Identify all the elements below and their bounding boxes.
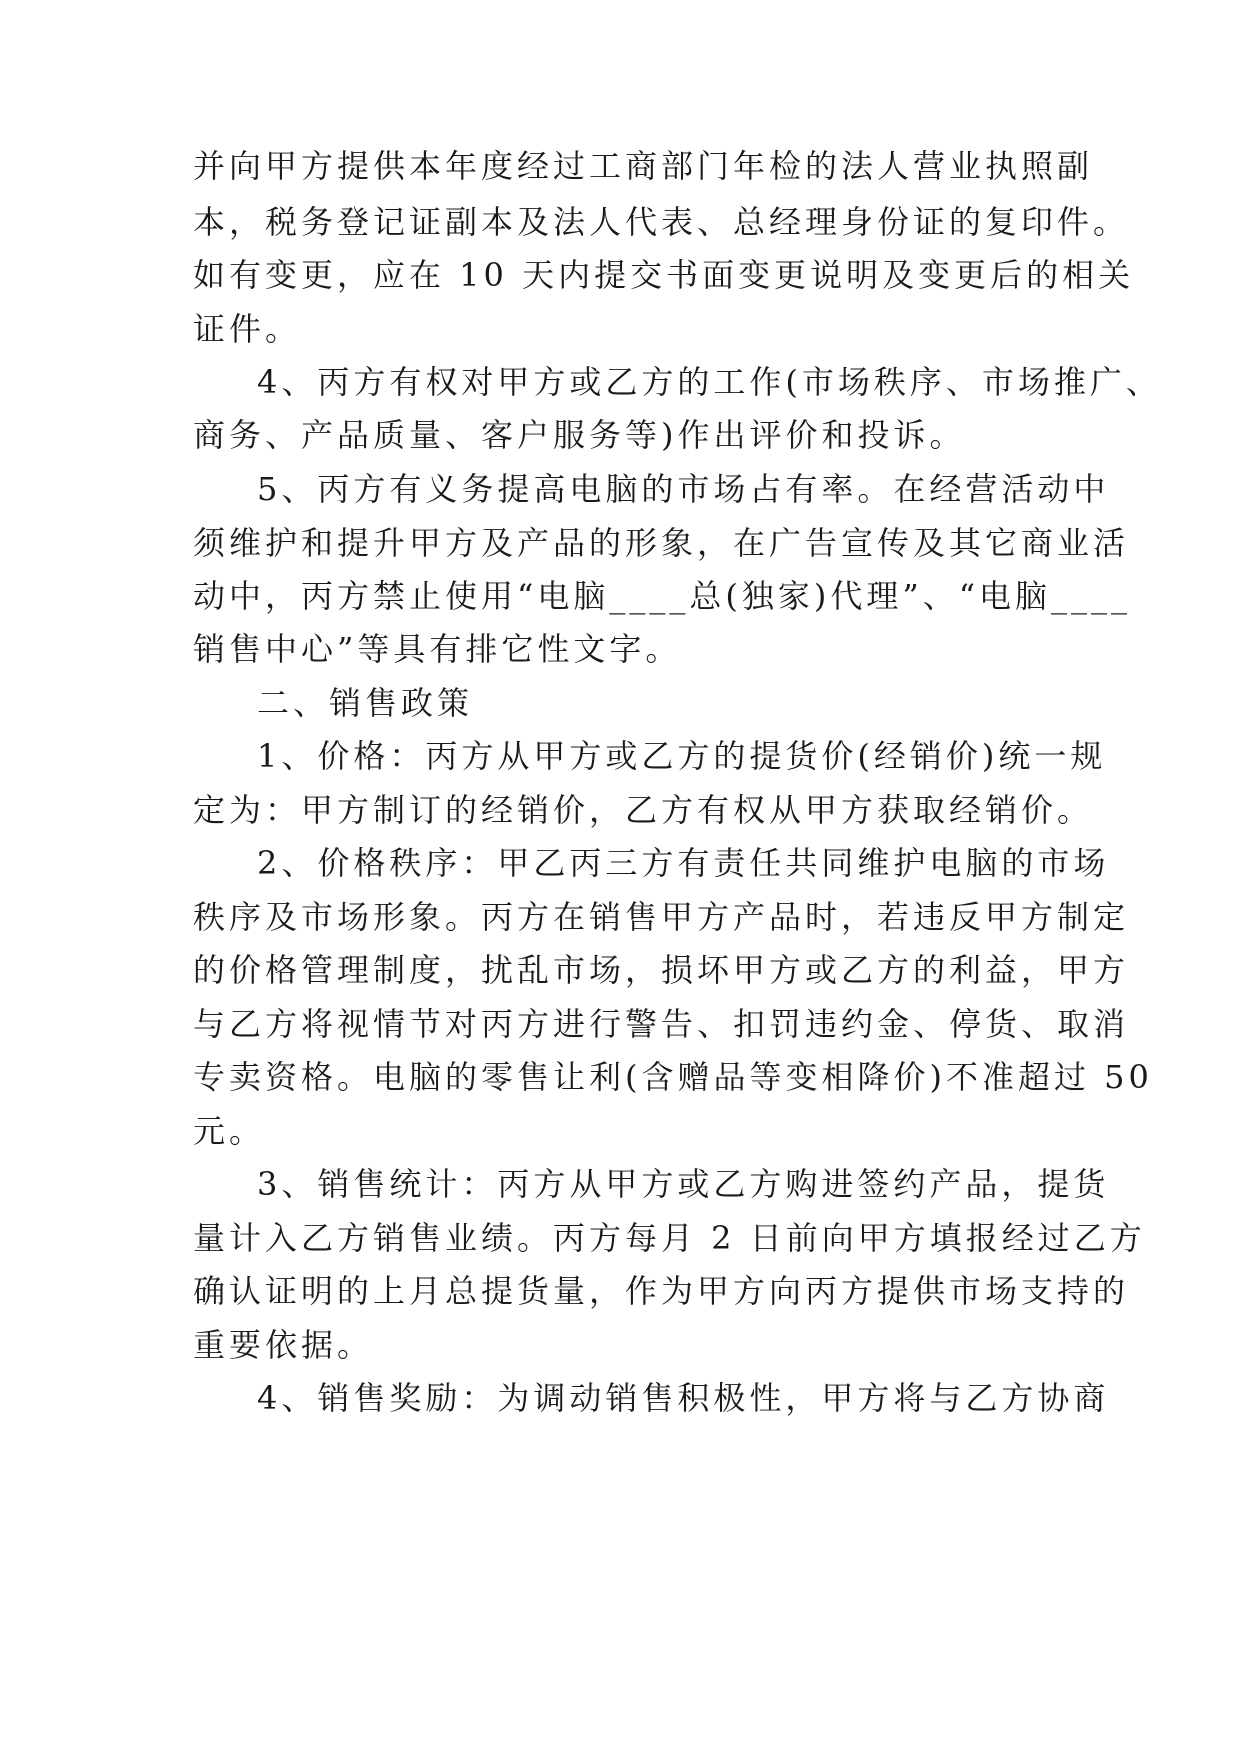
text-line: 确认证明的上月总提货量，作为甲方向丙方提供市场支持的 xyxy=(193,1272,1130,1310)
text-line: 秩序及市场形象。丙方在销售甲方产品时，若违反甲方制定 xyxy=(193,898,1130,936)
text-line: 须维护和提升甲方及产品的形象，在广告宣传及其它商业活 xyxy=(193,524,1130,562)
text-line: 销售中心”等具有排它性文字。 xyxy=(193,630,682,668)
text-line: 的价格管理制度，扰乱市场，损坏甲方或乙方的利益，甲方 xyxy=(193,951,1130,989)
text-line: 商务、产品质量、客户服务等)作出评价和投诉。 xyxy=(193,416,966,454)
text-line: 并向甲方提供本年度经过工商部门年检的法人营业执照副 xyxy=(193,147,1094,185)
text-line: 元。 xyxy=(193,1112,266,1150)
text-line: 重要依据。 xyxy=(193,1326,374,1364)
paragraph-start-line: 4、销售奖励：为调动销售积极性，甲方将与乙方协商 xyxy=(257,1379,1110,1417)
text-line: 证件。 xyxy=(193,310,302,348)
text-line: 与乙方将视情节对丙方进行警告、扣罚违约金、停货、取消 xyxy=(193,1005,1130,1043)
text-line: 本，税务登记证副本及法人代表、总经理身份证的复印件。 xyxy=(193,203,1130,241)
paragraph-start-line: 2、价格秩序：甲乙丙三方有责任共同维护电脑的市场 xyxy=(257,844,1110,882)
text-line: 专卖资格。电脑的零售让利(含赠品等变相降价)不准超过 50 xyxy=(193,1058,1153,1096)
paragraph-start-line: 5、丙方有义务提高电脑的市场占有率。在经营活动中 xyxy=(257,470,1110,508)
text-line: 量计入乙方销售业绩。丙方每月 2 日前向甲方填报经过乙方 xyxy=(193,1219,1146,1257)
text-line: 如有变更，应在 10 天内提交书面变更说明及变更后的相关 xyxy=(193,256,1135,294)
text-line: 动中，丙方禁止使用“电脑____总(独家)代理”、“电脑____ xyxy=(193,577,1132,615)
paragraph-start-line: 1、价格：丙方从甲方或乙方的提货价(经销价)统一规 xyxy=(257,737,1107,775)
text-line: 定为：甲方制订的经销价，乙方有权从甲方获取经销价。 xyxy=(193,791,1094,829)
paragraph-start-line: 3、销售统计：丙方从甲方或乙方购进签约产品，提货 xyxy=(257,1165,1110,1203)
section-heading: 二、销售政策 xyxy=(257,684,474,722)
paragraph-start-line: 4、丙方有权对甲方或乙方的工作(市场秩序、市场推广、 xyxy=(257,363,1162,401)
